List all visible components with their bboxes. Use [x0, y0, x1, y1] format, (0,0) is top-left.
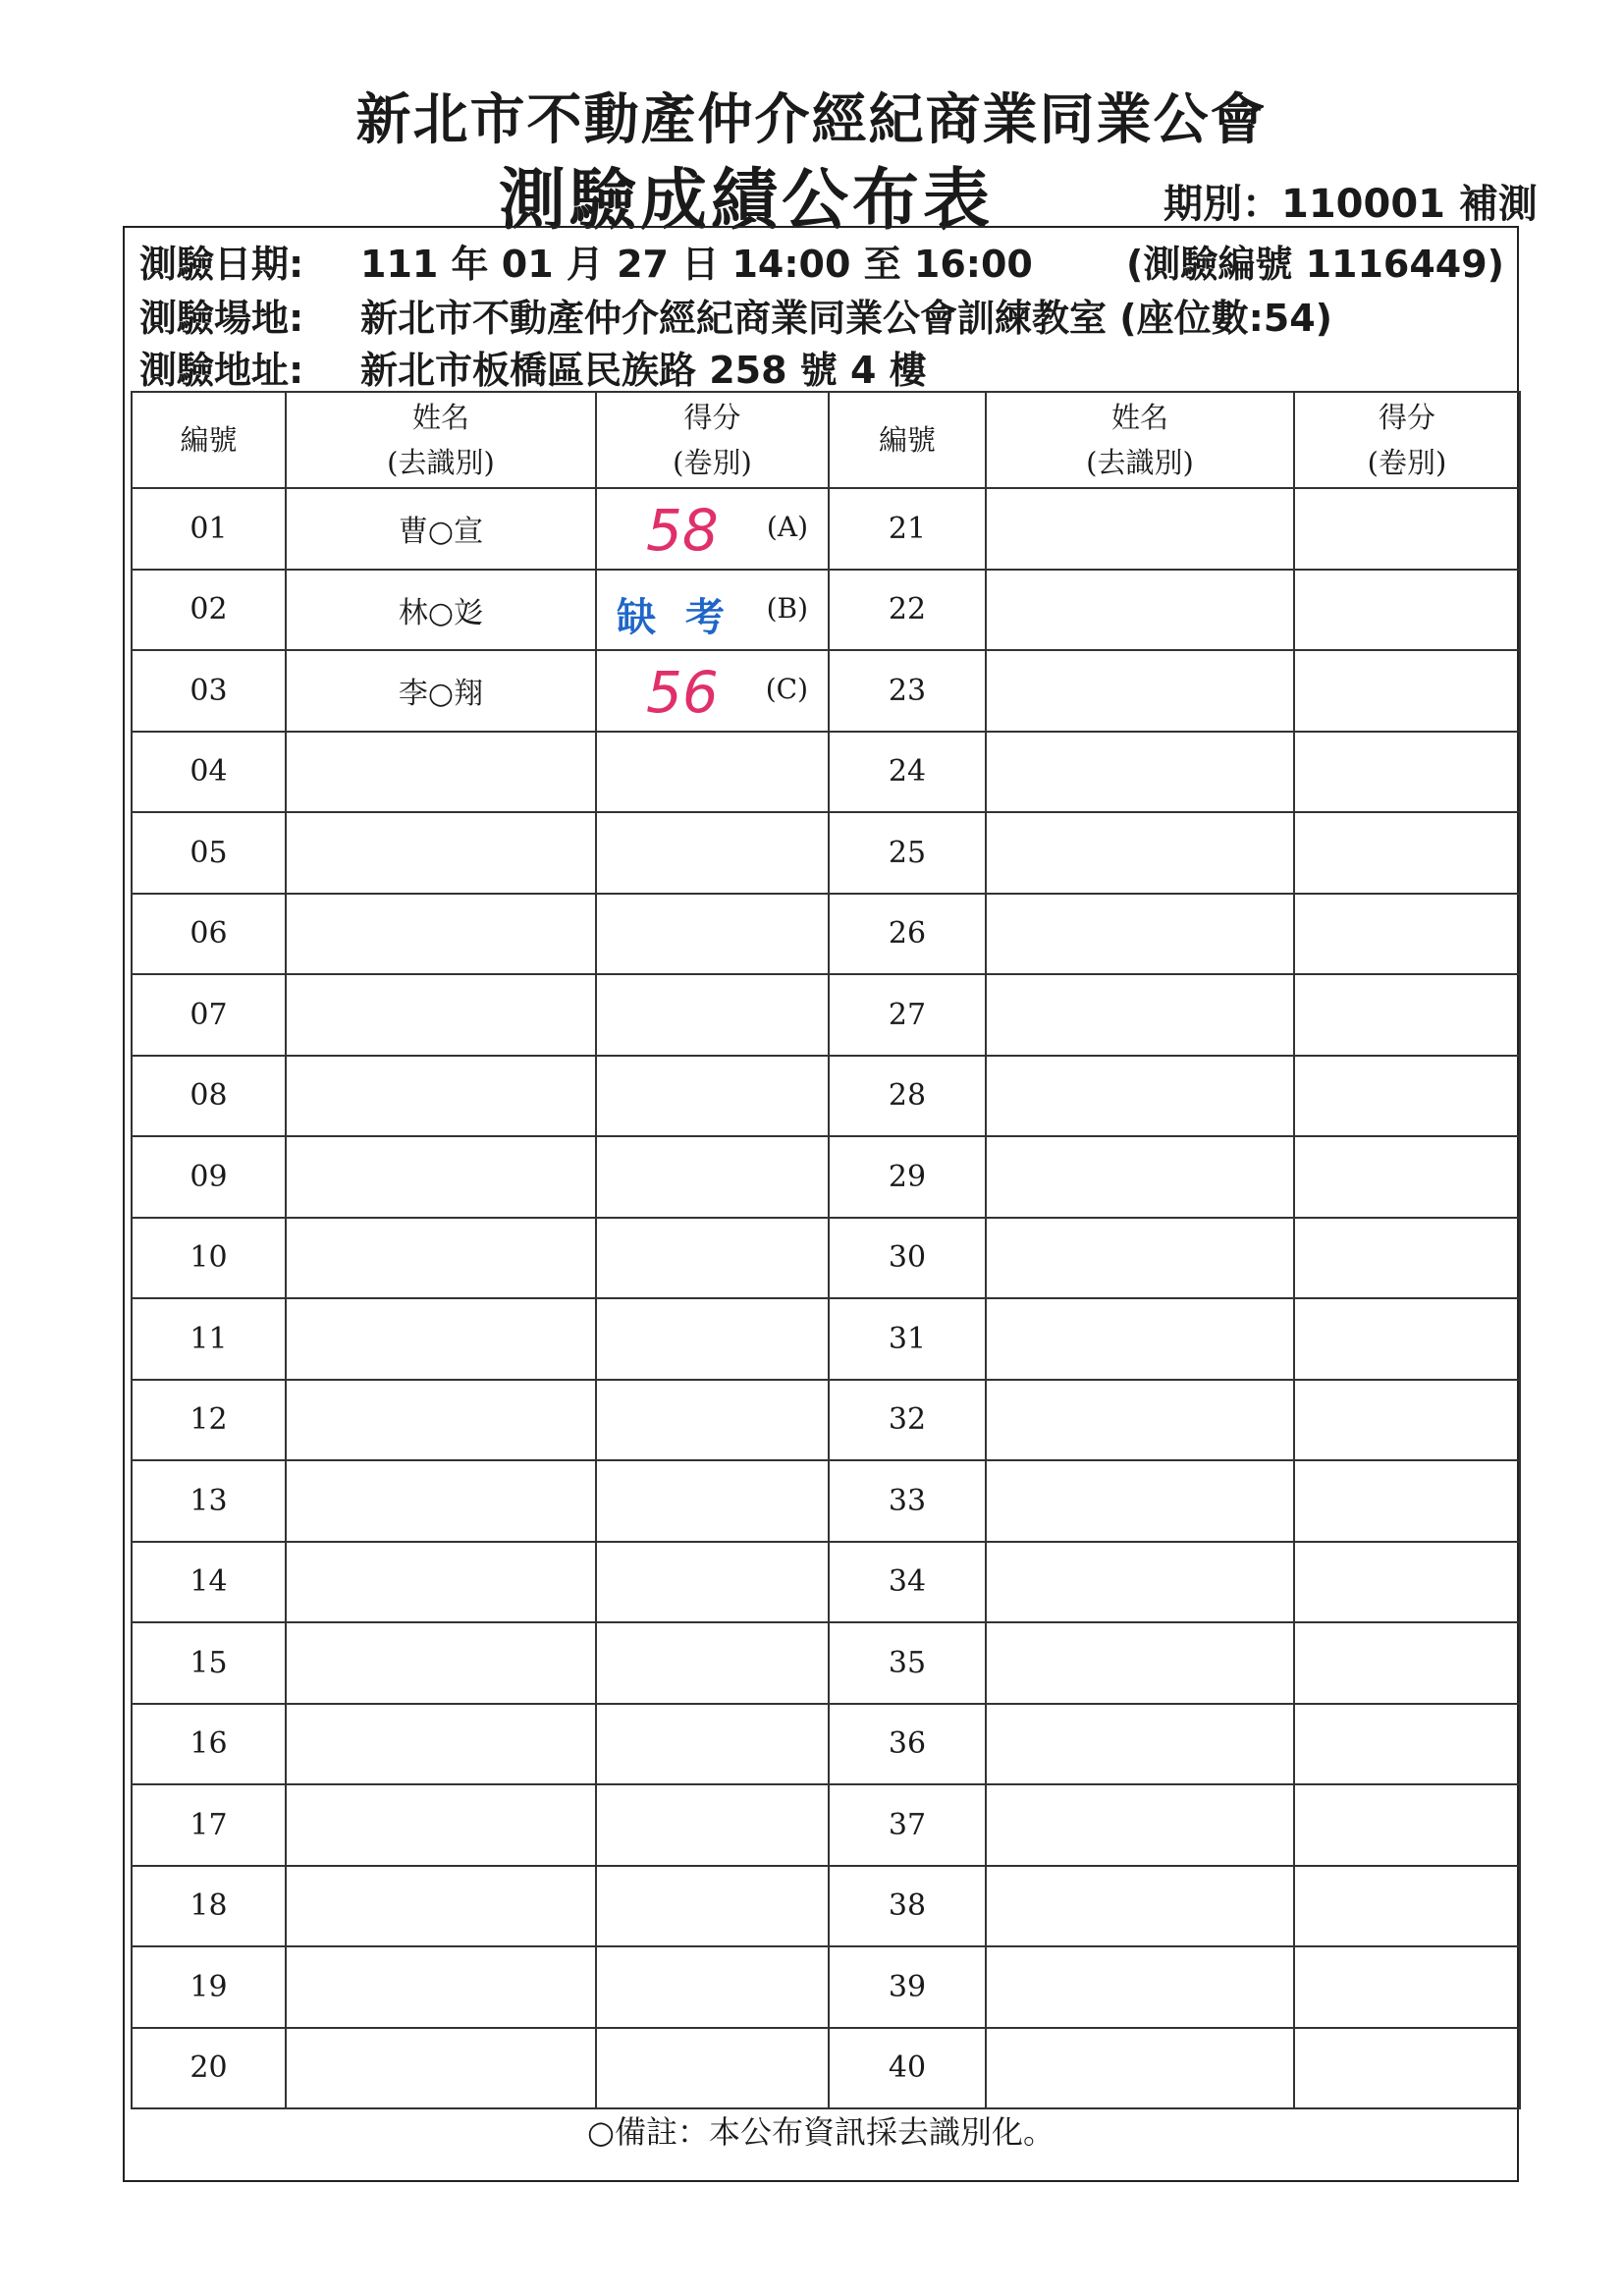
exam-address-line [139, 340, 927, 394]
row-number-2: 29 [829, 1136, 986, 1218]
row-number-2: 27 [829, 974, 986, 1056]
student-name-2 [986, 1542, 1294, 1623]
score-cell-2 [1294, 1298, 1520, 1380]
score-cell-2 [1294, 1946, 1520, 2028]
score-cell [596, 2028, 829, 2109]
student-name-2 [986, 1704, 1294, 1785]
row-number-2: 30 [829, 1218, 986, 1299]
score-cell [596, 1218, 829, 1299]
student-name [286, 812, 596, 894]
score-cell-2 [1294, 1056, 1520, 1137]
exam-venue-value: 新北市不動產仲介經紀商業同業公會訓練教室 (座位數:54) [360, 297, 1333, 340]
exam-venue-line [139, 288, 1332, 342]
score-cell-2 [1294, 1784, 1520, 1866]
exam-address-value: 新北市板橋區民族路 258 號 4 樓 [360, 349, 927, 392]
student-name [286, 1784, 596, 1866]
score-cell [596, 1542, 829, 1623]
row-number-2: 36 [829, 1704, 986, 1785]
row-number-2: 26 [829, 894, 986, 975]
student-name [286, 1460, 596, 1542]
row-number-2: 33 [829, 1460, 986, 1542]
student-name-2 [986, 1622, 1294, 1704]
student-name: 林○彣 [286, 570, 596, 651]
organization-title: 新北市不動產仲介經紀商業同業公會 [355, 88, 1268, 152]
score-cell [596, 1460, 829, 1542]
student-name-2 [986, 732, 1294, 813]
student-name-2 [986, 1056, 1294, 1137]
student-name [286, 1380, 596, 1461]
score-cell-2 [1294, 1460, 1520, 1542]
row-number-2: 32 [829, 1380, 986, 1461]
score-cell [596, 1704, 829, 1785]
student-name [286, 974, 596, 1056]
student-name-2 [986, 1460, 1294, 1542]
col-header-no-2: 編號 [829, 392, 986, 488]
col-header-no: 編號 [132, 392, 286, 488]
paper-version: (A) [766, 511, 808, 543]
score-cell-2 [1294, 1136, 1520, 1218]
score-cell-2 [1294, 1622, 1520, 1704]
student-name [286, 2028, 596, 2109]
score-cell [596, 1136, 829, 1218]
table-row [132, 1218, 1520, 1299]
table-row [132, 1866, 1520, 1947]
score-cell-2 [1294, 732, 1520, 813]
handwritten-score: 58 [646, 497, 719, 564]
score-cell-2 [1294, 974, 1520, 1056]
paper-version: (C) [765, 673, 808, 705]
table-row [132, 1622, 1520, 1704]
table-row [132, 732, 1520, 813]
student-name-2 [986, 1298, 1294, 1380]
col-header-name: 姓名 (去識別) [286, 392, 596, 488]
table-row [132, 812, 1520, 894]
row-number: 04 [132, 732, 286, 813]
student-name: 李○翔 [286, 650, 596, 732]
row-number-2: 34 [829, 1542, 986, 1623]
col-header-score-2: 得分 (卷別) [1294, 392, 1520, 488]
student-name-2 [986, 894, 1294, 975]
score-table [131, 391, 1521, 2109]
score-cell-2 [1294, 488, 1520, 570]
row-number: 11 [132, 1298, 286, 1380]
row-number-2: 22 [829, 570, 986, 651]
exam-address-label: 測驗地址: [139, 349, 304, 392]
exam-date-label: 測驗日期: [139, 243, 304, 286]
row-number: 17 [132, 1784, 286, 1866]
score-cell-2 [1294, 894, 1520, 975]
row-number: 10 [132, 1218, 286, 1299]
score-cell [596, 1946, 829, 2028]
row-number: 18 [132, 1866, 286, 1947]
row-number-2: 38 [829, 1866, 986, 1947]
student-name: 曹○宣 [286, 488, 596, 570]
handwritten-score: 缺考 [617, 594, 754, 640]
score-cell-2 [1294, 570, 1520, 651]
student-name-2 [986, 1380, 1294, 1461]
score-cell-2 [1294, 1218, 1520, 1299]
student-name [286, 1946, 596, 2028]
score-cell-2 [1294, 1380, 1520, 1461]
row-number-2: 37 [829, 1784, 986, 1866]
score-cell-2 [1294, 1866, 1520, 1947]
footer-note: ○備註：本公布資訊採去識別化。 [587, 2113, 1055, 2151]
table-row [132, 488, 1520, 570]
score-cell-2 [1294, 1542, 1520, 1623]
row-number: 19 [132, 1946, 286, 2028]
student-name [286, 732, 596, 813]
student-name-2 [986, 488, 1294, 570]
student-name-2 [986, 650, 1294, 732]
student-name-2 [986, 1946, 1294, 2028]
score-cell-2 [1294, 650, 1520, 732]
student-name-2 [986, 1866, 1294, 1947]
student-name-2 [986, 974, 1294, 1056]
row-number: 15 [132, 1622, 286, 1704]
row-number: 20 [132, 2028, 286, 2109]
page-title: 測驗成績公布表 [499, 162, 995, 240]
row-number: 02 [132, 570, 286, 651]
exam-number: (測驗編號 1116449) [1126, 243, 1505, 286]
row-number-2: 40 [829, 2028, 986, 2109]
student-name [286, 1622, 596, 1704]
score-cell [596, 570, 829, 651]
table-row [132, 1136, 1520, 1218]
col-header-name-2: 姓名 (去識別) [986, 392, 1294, 488]
row-number-2: 28 [829, 1056, 986, 1137]
table-row [132, 1704, 1520, 1785]
row-number: 07 [132, 974, 286, 1056]
student-name [286, 1298, 596, 1380]
row-number: 03 [132, 650, 286, 732]
score-cell [596, 1622, 829, 1704]
score-cell [596, 894, 829, 975]
paper-version: (B) [766, 591, 808, 625]
score-cell [596, 488, 829, 570]
student-name-2 [986, 1784, 1294, 1866]
handwritten-score: 56 [646, 659, 719, 726]
score-cell [596, 650, 829, 732]
score-cell-2 [1294, 812, 1520, 894]
student-name [286, 1218, 596, 1299]
student-name-2 [986, 1136, 1294, 1218]
row-number: 13 [132, 1460, 286, 1542]
exam-venue-label: 測驗場地: [139, 297, 304, 340]
table-row [132, 1460, 1520, 1542]
table-row [132, 650, 1520, 732]
score-cell-2 [1294, 1704, 1520, 1785]
score-cell-2 [1294, 2028, 1520, 2109]
row-number-2: 39 [829, 1946, 986, 2028]
row-number-2: 21 [829, 488, 986, 570]
col-header-score: 得分 (卷別) [596, 392, 829, 488]
table-header-row [132, 392, 1520, 488]
row-number: 01 [132, 488, 286, 570]
table-row [132, 1380, 1520, 1461]
student-name [286, 1542, 596, 1623]
row-number-2: 24 [829, 732, 986, 813]
row-number: 14 [132, 1542, 286, 1623]
student-name [286, 1056, 596, 1137]
score-cell [596, 812, 829, 894]
table-row [132, 1056, 1520, 1137]
student-name [286, 894, 596, 975]
row-number-2: 35 [829, 1622, 986, 1704]
student-name [286, 1136, 596, 1218]
score-cell [596, 1298, 829, 1380]
table-row [132, 1784, 1520, 1866]
row-number: 05 [132, 812, 286, 894]
row-number-2: 23 [829, 650, 986, 732]
score-cell [596, 974, 829, 1056]
score-cell [596, 1866, 829, 1947]
table-row [132, 570, 1520, 651]
row-number: 08 [132, 1056, 286, 1137]
score-cell [596, 1784, 829, 1866]
exam-date-line [139, 234, 1505, 288]
student-name [286, 1866, 596, 1947]
period-label: 期別：110001 補測 [1163, 182, 1538, 227]
table-row [132, 1298, 1520, 1380]
student-name-2 [986, 812, 1294, 894]
table-row [132, 2028, 1520, 2109]
row-number: 12 [132, 1380, 286, 1461]
score-cell [596, 1056, 829, 1137]
row-number-2: 25 [829, 812, 986, 894]
table-row [132, 974, 1520, 1056]
score-cell [596, 732, 829, 813]
table-row [132, 1946, 1520, 2028]
exam-date-value: 111 年 01 月 27 日 14:00 至 16:00 [360, 243, 1033, 286]
row-number: 06 [132, 894, 286, 975]
student-name-2 [986, 1218, 1294, 1299]
student-name-2 [986, 2028, 1294, 2109]
score-cell [596, 1380, 829, 1461]
student-name [286, 1704, 596, 1785]
student-name-2 [986, 570, 1294, 651]
row-number: 16 [132, 1704, 286, 1785]
table-row [132, 894, 1520, 975]
table-row [132, 1542, 1520, 1623]
row-number: 09 [132, 1136, 286, 1218]
row-number-2: 31 [829, 1298, 986, 1380]
